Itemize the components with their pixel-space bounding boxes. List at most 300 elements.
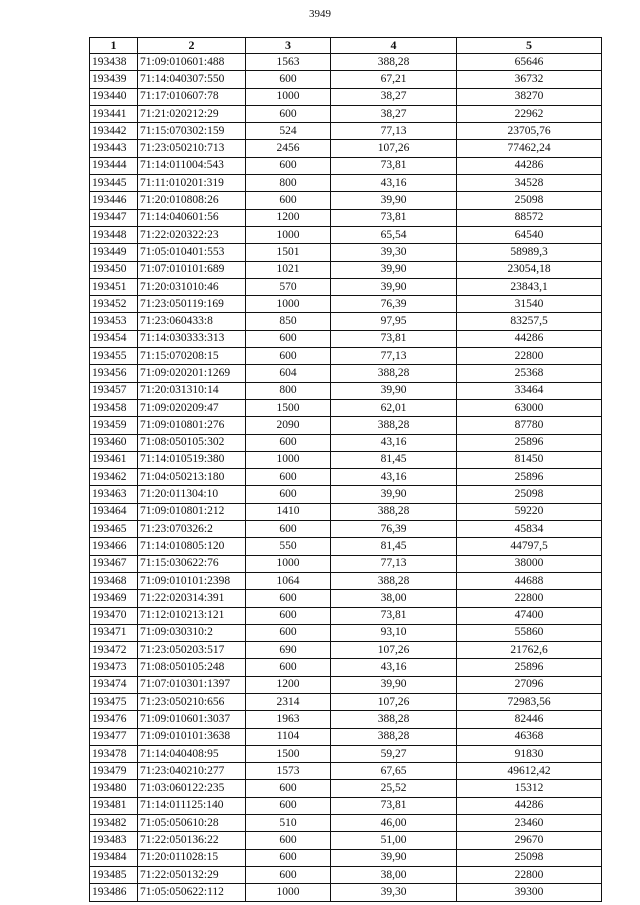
table-row [90,607,602,624]
rate-cell: 62,01 [331,399,457,416]
column-header: 1 [90,38,138,54]
total-cell: 44286 [457,797,602,814]
rate-cell: 39,90 [331,486,457,503]
table-row [90,71,602,88]
rate-cell: 73,81 [331,607,457,624]
total-cell: 25896 [457,659,602,676]
total-cell: 22800 [457,348,602,365]
total-cell: 88572 [457,209,602,226]
area-cell: 1500 [246,399,331,416]
table-row [90,330,602,347]
cadastral-number-cell: 71:22:020314:391 [138,590,246,607]
row-number-cell: 193444 [90,157,138,174]
rate-cell: 388,28 [331,417,457,434]
total-cell: 23843,1 [457,278,602,295]
total-cell: 22800 [457,866,602,883]
cadastral-number-cell: 71:09:010601:3037 [138,711,246,728]
area-cell: 1963 [246,711,331,728]
rate-cell: 388,28 [331,728,457,745]
table-row [90,382,602,399]
row-number-cell: 193443 [90,140,138,157]
cadastral-number-cell: 71:22:050132:29 [138,866,246,883]
table-row [90,624,602,641]
total-cell: 58989,3 [457,244,602,261]
table-row [90,866,602,883]
rate-cell: 73,81 [331,157,457,174]
rate-cell: 39,90 [331,192,457,209]
cadastral-number-cell: 71:14:030333:313 [138,330,246,347]
cadastral-number-cell: 71:23:050210:656 [138,693,246,710]
rate-cell: 67,21 [331,71,457,88]
cadastral-number-cell: 71:23:040210:277 [138,763,246,780]
row-number-cell: 193462 [90,469,138,486]
total-cell: 25098 [457,849,602,866]
rate-cell: 107,26 [331,642,457,659]
total-cell: 22800 [457,590,602,607]
row-number-cell: 193482 [90,815,138,832]
total-cell: 83257,5 [457,313,602,330]
area-cell: 604 [246,365,331,382]
total-cell: 23705,76 [457,123,602,140]
row-number-cell: 193440 [90,88,138,105]
rate-cell: 43,16 [331,175,457,192]
area-cell: 524 [246,123,331,140]
area-cell: 600 [246,521,331,538]
rate-cell: 38,00 [331,590,457,607]
area-cell: 1000 [246,451,331,468]
column-header: 4 [331,38,457,54]
area-cell: 600 [246,434,331,451]
rate-cell: 93,10 [331,624,457,641]
table-row [90,590,602,607]
table-row [90,728,602,745]
total-cell: 21762,6 [457,642,602,659]
rate-cell: 73,81 [331,797,457,814]
column-header: 3 [246,38,331,54]
row-number-cell: 193441 [90,105,138,122]
rate-cell: 388,28 [331,711,457,728]
total-cell: 25896 [457,469,602,486]
rate-cell: 39,90 [331,278,457,295]
area-cell: 1000 [246,88,331,105]
rate-cell: 81,45 [331,451,457,468]
rate-cell: 107,26 [331,693,457,710]
rate-cell: 81,45 [331,538,457,555]
cadastral-number-cell: 71:09:020201:1269 [138,365,246,382]
table-row [90,88,602,105]
rate-cell: 43,16 [331,434,457,451]
area-cell: 600 [246,797,331,814]
cadastral-number-cell: 71:04:050213:180 [138,469,246,486]
rate-cell: 38,27 [331,88,457,105]
table-row [90,469,602,486]
rate-cell: 388,28 [331,572,457,589]
table-row [90,521,602,538]
row-number-cell: 193486 [90,884,138,901]
row-number-cell: 193467 [90,555,138,572]
rate-cell: 43,16 [331,469,457,486]
rate-cell: 388,28 [331,503,457,520]
total-cell: 44286 [457,157,602,174]
total-cell: 22962 [457,105,602,122]
table-row [90,486,602,503]
cadastral-number-cell: 71:20:031010:46 [138,278,246,295]
row-number-cell: 193458 [90,399,138,416]
row-number-cell: 193452 [90,296,138,313]
area-cell: 600 [246,330,331,347]
total-cell: 47400 [457,607,602,624]
area-cell: 1410 [246,503,331,520]
rate-cell: 97,95 [331,313,457,330]
area-cell: 600 [246,659,331,676]
table-row [90,157,602,174]
row-number-cell: 193449 [90,244,138,261]
cadastral-number-cell: 71:08:050105:248 [138,659,246,676]
table-row [90,676,602,693]
table-row [90,278,602,295]
cadastral-number-cell: 71:22:050136:22 [138,832,246,849]
area-cell: 600 [246,624,331,641]
total-cell: 25098 [457,192,602,209]
table-row [90,175,602,192]
cadastral-number-cell: 71:23:070326:2 [138,521,246,538]
total-cell: 87780 [457,417,602,434]
rate-cell: 77,13 [331,348,457,365]
rate-cell: 39,30 [331,244,457,261]
cadastral-number-cell: 71:23:060433:8 [138,313,246,330]
total-cell: 33464 [457,382,602,399]
row-number-cell: 193469 [90,590,138,607]
total-cell: 44688 [457,572,602,589]
total-cell: 44797,5 [457,538,602,555]
table-row [90,140,602,157]
rate-cell: 73,81 [331,209,457,226]
rate-cell: 38,00 [331,866,457,883]
cadastral-number-cell: 71:14:011125:140 [138,797,246,814]
cadastral-number-cell: 71:12:010213:121 [138,607,246,624]
rate-cell: 39,90 [331,849,457,866]
cadastral-number-cell: 71:05:010401:553 [138,244,246,261]
table-row [90,434,602,451]
cadastral-number-cell: 71:20:011028:15 [138,849,246,866]
row-number-cell: 193472 [90,642,138,659]
cadastral-number-cell: 71:07:010101:689 [138,261,246,278]
total-cell: 29670 [457,832,602,849]
cadastral-number-cell: 71:14:011004:543 [138,157,246,174]
row-number-cell: 193476 [90,711,138,728]
row-number-cell: 193470 [90,607,138,624]
area-cell: 600 [246,590,331,607]
table-body [90,54,602,902]
rate-cell: 25,52 [331,780,457,797]
row-number-cell: 193475 [90,693,138,710]
row-number-cell: 193464 [90,503,138,520]
cadastral-number-cell: 71:09:010601:488 [138,54,246,71]
row-number-cell: 193468 [90,572,138,589]
cadastral-number-cell: 71:09:010801:212 [138,503,246,520]
cadastral-number-cell: 71:14:040307:550 [138,71,246,88]
page-number: 3949 [309,8,331,20]
table-row [90,849,602,866]
total-cell: 38000 [457,555,602,572]
rate-cell: 107,26 [331,140,457,157]
cadastral-number-cell: 71:09:010101:2398 [138,572,246,589]
area-cell: 600 [246,849,331,866]
area-cell: 1501 [246,244,331,261]
table-row [90,538,602,555]
area-cell: 2456 [246,140,331,157]
row-number-cell: 193448 [90,226,138,243]
cadastral-number-cell: 71:07:010301:1397 [138,676,246,693]
cadastral-number-cell: 71:09:030310:2 [138,624,246,641]
table-row [90,815,602,832]
table-row [90,192,602,209]
total-cell: 34528 [457,175,602,192]
total-cell: 38270 [457,88,602,105]
table-row [90,572,602,589]
total-cell: 25098 [457,486,602,503]
row-number-cell: 193445 [90,175,138,192]
total-cell: 44286 [457,330,602,347]
cadastral-number-cell: 71:14:040408:95 [138,745,246,762]
total-cell: 46368 [457,728,602,745]
area-cell: 1200 [246,676,331,693]
total-cell: 36732 [457,71,602,88]
table-row [90,797,602,814]
row-number-cell: 193446 [90,192,138,209]
table-row [90,399,602,416]
total-cell: 45834 [457,521,602,538]
table-row [90,745,602,762]
area-cell: 850 [246,313,331,330]
cadastral-number-cell: 71:21:020212:29 [138,105,246,122]
rate-cell: 51,00 [331,832,457,849]
area-cell: 800 [246,175,331,192]
area-cell: 1000 [246,555,331,572]
table-row [90,244,602,261]
table-row [90,296,602,313]
row-number-cell: 193485 [90,866,138,883]
table-row [90,693,602,710]
total-cell: 25368 [457,365,602,382]
total-cell: 31540 [457,296,602,313]
area-cell: 1500 [246,745,331,762]
cadastral-number-cell: 71:09:010101:3638 [138,728,246,745]
total-cell: 49612,42 [457,763,602,780]
table-row [90,503,602,520]
total-cell: 25896 [457,434,602,451]
cadastral-number-cell: 71:23:050119:169 [138,296,246,313]
area-cell: 510 [246,815,331,832]
row-number-cell: 193466 [90,538,138,555]
cadastral-number-cell: 71:05:050610:28 [138,815,246,832]
row-number-cell: 193459 [90,417,138,434]
table-row [90,313,602,330]
row-number-cell: 193439 [90,71,138,88]
table-row [90,642,602,659]
row-number-cell: 193483 [90,832,138,849]
cadastral-number-cell: 71:14:040601:56 [138,209,246,226]
area-cell: 1021 [246,261,331,278]
rate-cell: 59,27 [331,745,457,762]
cadastral-number-cell: 71:22:020322:23 [138,226,246,243]
total-cell: 59220 [457,503,602,520]
total-cell: 23460 [457,815,602,832]
cadastral-number-cell: 71:09:010801:276 [138,417,246,434]
total-cell: 63000 [457,399,602,416]
area-cell: 570 [246,278,331,295]
cadastral-number-cell: 71:23:050210:713 [138,140,246,157]
rate-cell: 77,13 [331,123,457,140]
total-cell: 27096 [457,676,602,693]
row-number-cell: 193454 [90,330,138,347]
area-cell: 1200 [246,209,331,226]
row-number-cell: 193450 [90,261,138,278]
table-row [90,105,602,122]
row-number-cell: 193438 [90,54,138,71]
area-cell: 550 [246,538,331,555]
row-number-cell: 193457 [90,382,138,399]
column-header: 2 [138,38,246,54]
table-row [90,123,602,140]
area-cell: 600 [246,348,331,365]
table-row [90,711,602,728]
rate-cell: 38,27 [331,105,457,122]
area-cell: 600 [246,105,331,122]
table-row [90,209,602,226]
total-cell: 82446 [457,711,602,728]
area-cell: 2090 [246,417,331,434]
cadastral-number-cell: 71:14:010519:380 [138,451,246,468]
total-cell: 65646 [457,54,602,71]
row-number-cell: 193474 [90,676,138,693]
area-cell: 2314 [246,693,331,710]
rate-cell: 39,90 [331,261,457,278]
column-header: 5 [457,38,602,54]
rate-cell: 67,65 [331,763,457,780]
area-cell: 600 [246,607,331,624]
cadastral-number-cell: 71:08:050105:302 [138,434,246,451]
cadastral-number-cell: 71:03:060122:235 [138,780,246,797]
table-row [90,555,602,572]
rate-cell: 76,39 [331,521,457,538]
row-number-cell: 193478 [90,745,138,762]
cadastral-number-cell: 71:09:020209:47 [138,399,246,416]
cadastral-number-cell: 71:11:010201:319 [138,175,246,192]
total-cell: 91830 [457,745,602,762]
area-cell: 600 [246,192,331,209]
area-cell: 1000 [246,226,331,243]
rate-cell: 65,54 [331,226,457,243]
area-cell: 1104 [246,728,331,745]
rate-cell: 39,90 [331,382,457,399]
table-row [90,451,602,468]
area-cell: 600 [246,157,331,174]
table-row [90,54,602,71]
table-row [90,226,602,243]
row-number-cell: 193460 [90,434,138,451]
cadastral-number-cell: 71:23:050203:517 [138,642,246,659]
cadastral-number-cell: 71:15:070302:159 [138,123,246,140]
row-number-cell: 193479 [90,763,138,780]
cadastral-number-cell: 71:20:010808:26 [138,192,246,209]
row-number-cell: 193465 [90,521,138,538]
area-cell: 1563 [246,54,331,71]
data-table [89,37,602,902]
table-row [90,348,602,365]
table-row [90,763,602,780]
row-number-cell: 193456 [90,365,138,382]
table-row [90,417,602,434]
rate-cell: 39,90 [331,676,457,693]
table-row [90,659,602,676]
cadastral-number-cell: 71:14:010805:120 [138,538,246,555]
table-row [90,780,602,797]
area-cell: 600 [246,780,331,797]
cadastral-number-cell: 71:17:010607:78 [138,88,246,105]
cadastral-number-cell: 71:20:011304:10 [138,486,246,503]
row-number-cell: 193453 [90,313,138,330]
area-cell: 800 [246,382,331,399]
total-cell: 23054,18 [457,261,602,278]
total-cell: 55860 [457,624,602,641]
row-number-cell: 193480 [90,780,138,797]
rate-cell: 43,16 [331,659,457,676]
table-row [90,261,602,278]
cadastral-number-cell: 71:05:050622:112 [138,884,246,901]
row-number-cell: 193463 [90,486,138,503]
row-number-cell: 193461 [90,451,138,468]
area-cell: 1000 [246,884,331,901]
total-cell: 77462,24 [457,140,602,157]
table-row [90,365,602,382]
cadastral-number-cell: 71:15:070208:15 [138,348,246,365]
rate-cell: 388,28 [331,365,457,382]
total-cell: 39300 [457,884,602,901]
area-cell: 1000 [246,296,331,313]
table-row [90,884,602,901]
rate-cell: 39,30 [331,884,457,901]
cadastral-number-cell: 71:20:031310:14 [138,382,246,399]
total-cell: 81450 [457,451,602,468]
rate-cell: 388,28 [331,54,457,71]
row-number-cell: 193473 [90,659,138,676]
area-cell: 1064 [246,572,331,589]
area-cell: 600 [246,469,331,486]
area-cell: 600 [246,866,331,883]
rate-cell: 77,13 [331,555,457,572]
rate-cell: 76,39 [331,296,457,313]
rate-cell: 73,81 [331,330,457,347]
area-cell: 690 [246,642,331,659]
total-cell: 64540 [457,226,602,243]
row-number-cell: 193481 [90,797,138,814]
total-cell: 15312 [457,780,602,797]
total-cell: 72983,56 [457,693,602,710]
area-cell: 1573 [246,763,331,780]
area-cell: 600 [246,486,331,503]
row-number-cell: 193484 [90,849,138,866]
row-number-cell: 193442 [90,123,138,140]
row-number-cell: 193447 [90,209,138,226]
row-number-cell: 193477 [90,728,138,745]
area-cell: 600 [246,71,331,88]
header-row [90,38,602,54]
cadastral-number-cell: 71:15:030622:76 [138,555,246,572]
row-number-cell: 193471 [90,624,138,641]
row-number-cell: 193455 [90,348,138,365]
table-row [90,832,602,849]
